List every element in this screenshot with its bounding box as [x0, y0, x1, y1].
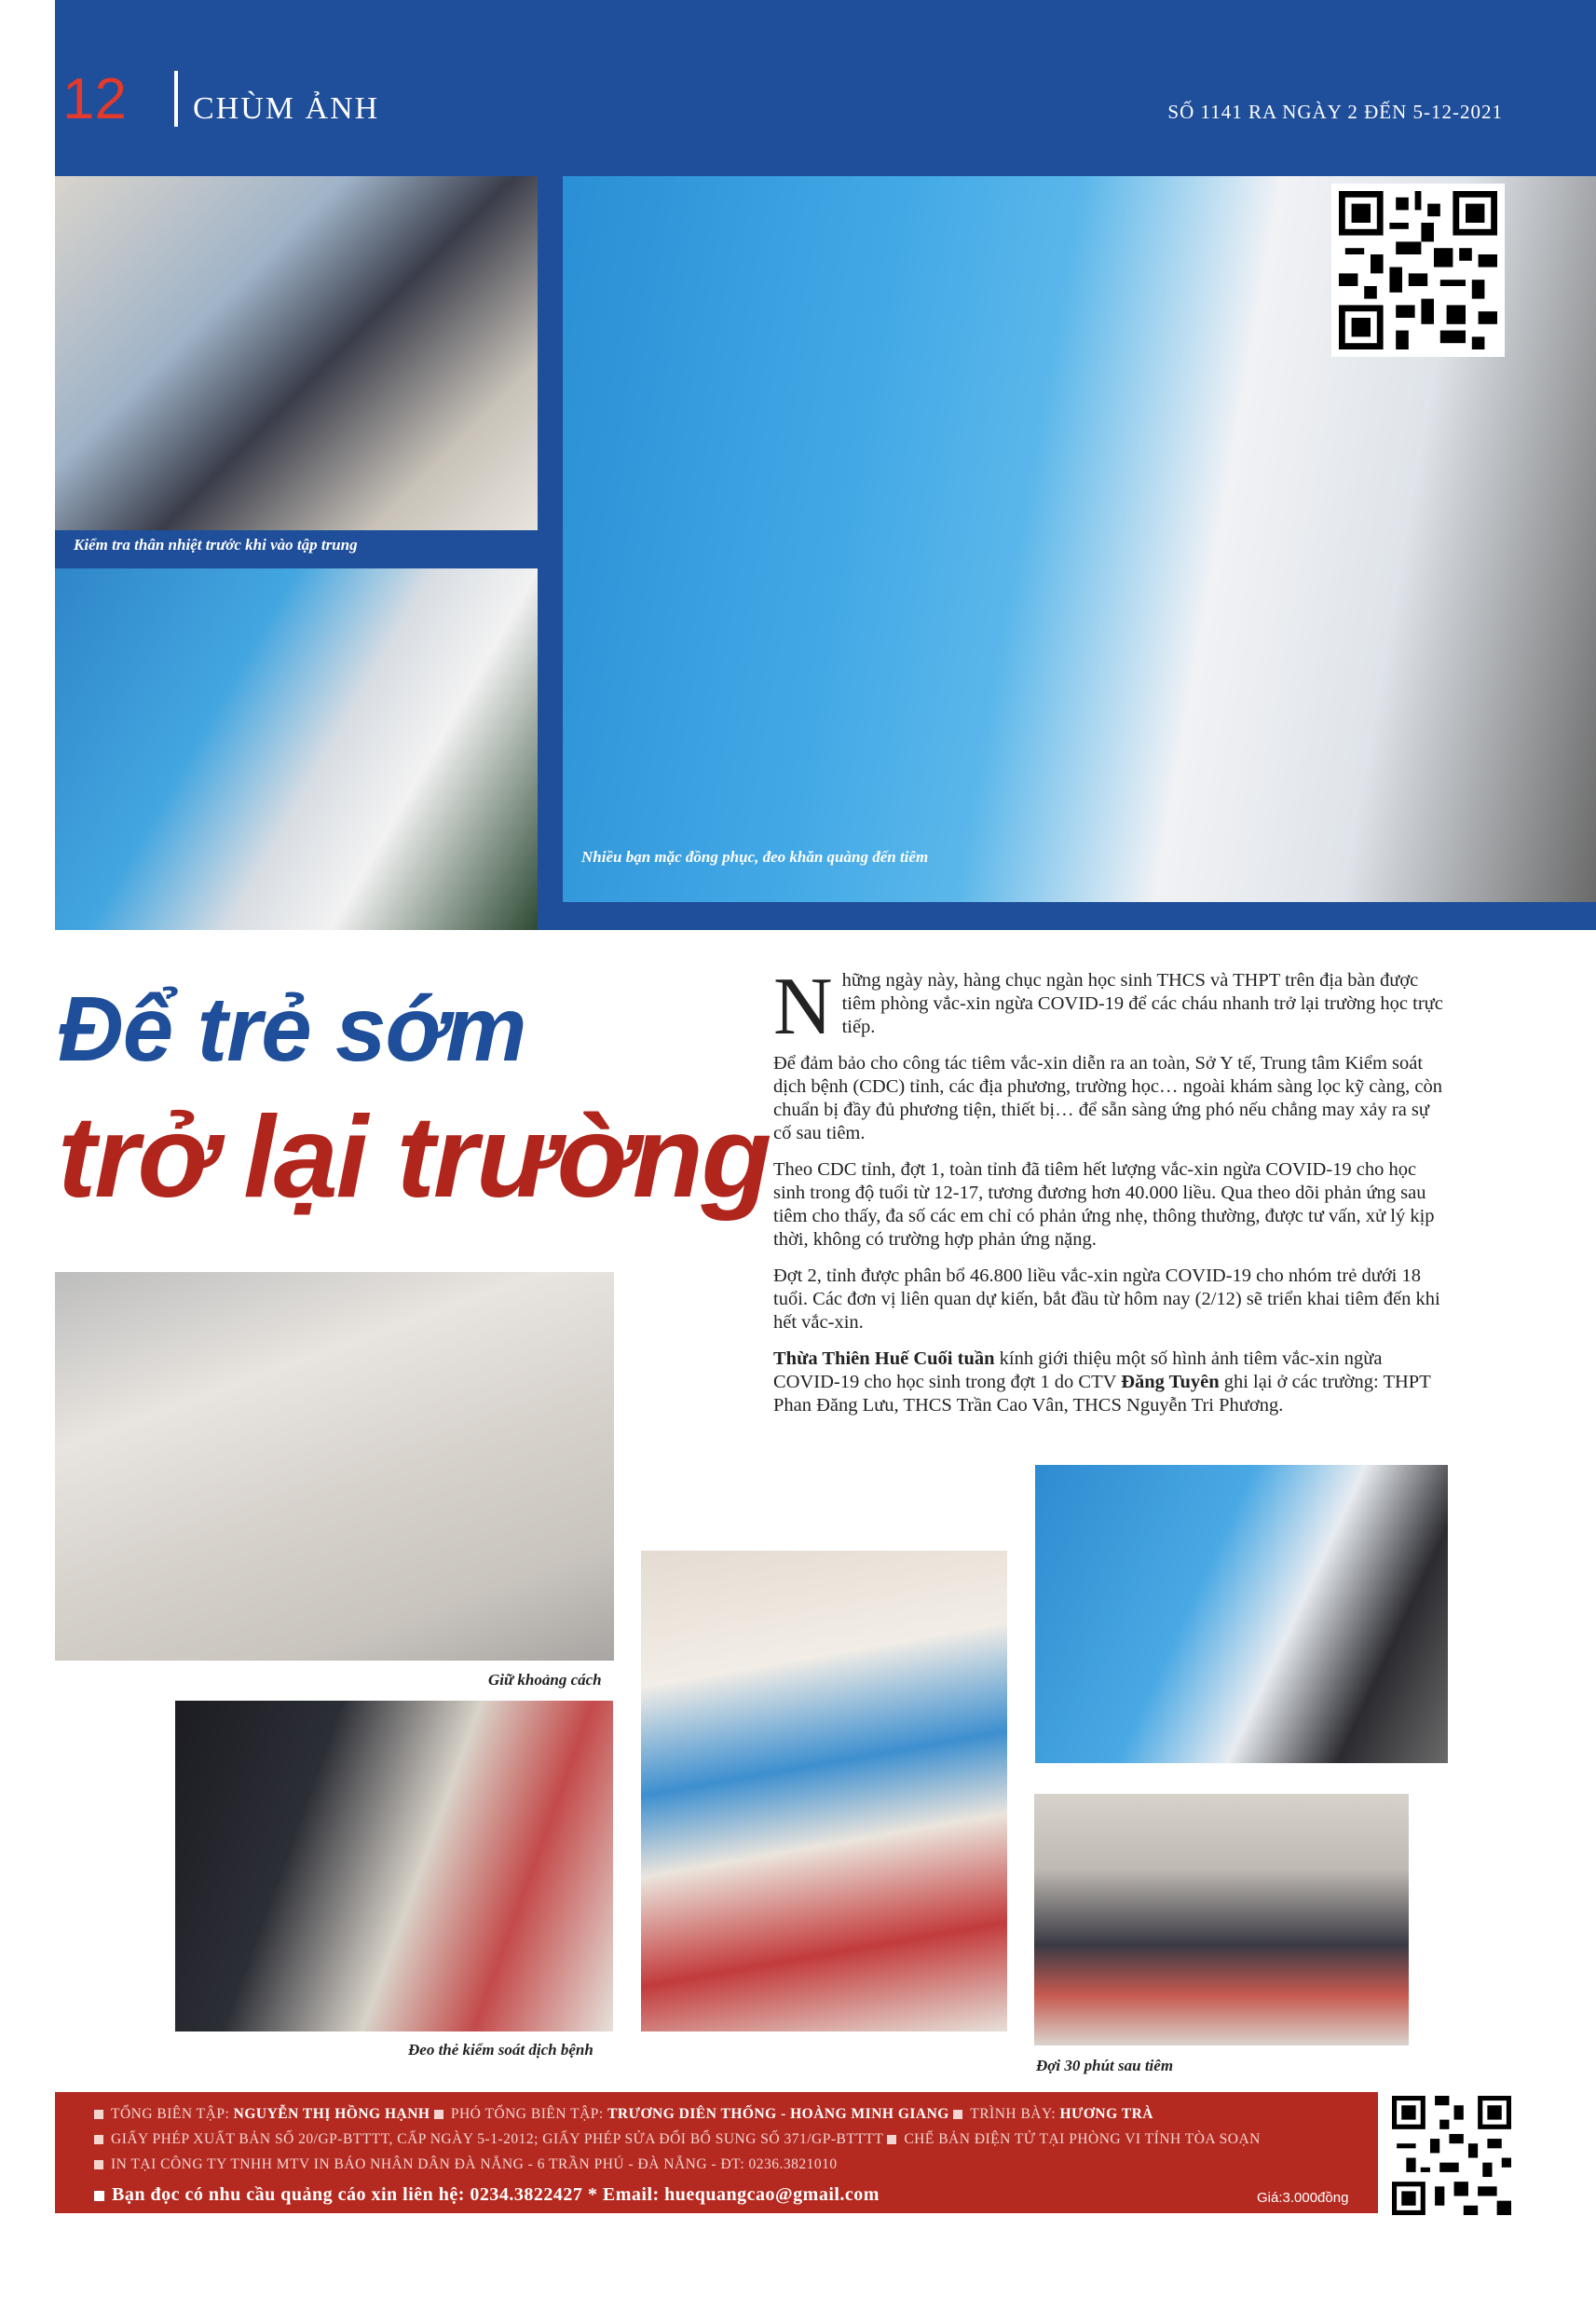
caption-temperature-check: Kiểm tra thân nhiệt trước khi vào tập trung — [74, 536, 358, 554]
photographer-name: Đăng Tuyên — [1121, 1372, 1220, 1392]
photo-waiting-room — [1034, 1794, 1409, 2045]
caption-distancing: Giữ khoảng cách — [488, 1671, 602, 1689]
footer-layout-name: HƯƠNG TRÀ — [1059, 2106, 1153, 2122]
photo-injection-boy — [55, 568, 538, 930]
footer-printing: IN TẠI CÔNG TY TNHH MTV IN BÁO NHÂN DÂN ĐÀ NẴNG - 6 TRẦN PHÚ - ĐÀ NẴNG - ĐT: 0236.3821010 — [111, 2156, 838, 2172]
caption-id-badge: Đeo thẻ kiểm soát dịch bệnh — [408, 2041, 593, 2059]
article-text-5b: ghi lại ở các trường: THPT Phan Đăng Lưu, THCS Trần Cao Vân, THCS Nguyễn Tri Phương. — [773, 1372, 1431, 1416]
caption-waiting: Đợi 30 phút sau tiêm — [1036, 2057, 1174, 2074]
article-paragraph-5 — [773, 1348, 1444, 1417]
header-divider — [174, 71, 178, 127]
footer-deputy-names: TRƯƠNG DIÊN THỐNG - HOÀNG MINH GIANG — [607, 2106, 949, 2122]
bullet-square-icon — [434, 2110, 443, 2119]
qr-code-top — [1331, 184, 1505, 357]
qr-code-footer — [1388, 2092, 1515, 2219]
bullet-square-icon — [94, 2160, 103, 2169]
footer-label-deputy: PHÓ TỔNG BIÊN TẬP: — [450, 2106, 604, 2122]
bullet-square-icon — [94, 2135, 103, 2144]
photo-distancing — [55, 1272, 614, 1661]
photo-injection-closeup — [1035, 1465, 1448, 1763]
article-text-5a: kính giới thiệu một số hình ảnh tiêm vắc-xin ngừa COVID-19 cho học sinh trong đợt 1 do CTV — [773, 1348, 1383, 1392]
footer-ad-line — [94, 2184, 880, 2206]
article-body — [773, 962, 1444, 1430]
photo-band — [55, 171, 1596, 930]
publication-name: Thừa Thiên Huế Cuối tuần — [773, 1348, 995, 1369]
footer-label-layout: TRÌNH BÀY: — [970, 2106, 1057, 2122]
footer-printing-line — [94, 2156, 838, 2173]
footer-typesetting: CHẾ BẢN ĐIỆN TỬ TẠI PHÒNG VI TÍNH TÒA SOẠN — [904, 2131, 1261, 2147]
headline-line-1: Để trẻ sớm — [58, 978, 526, 1080]
footer-ad-text: Bạn đọc có nhu cầu quảng cáo xin liên hệ: 0234.3822427 * Email: huequangcao@gmail.com — [112, 2184, 880, 2205]
article-text-1: hững ngày này, hàng chục ngàn học sinh THCS và THPT trên địa bàn được tiêm phòng vắc-xin ngừa COVID-19 để các cháu nhanh trở lại trường học trực tiếp. — [841, 970, 1443, 1037]
photo-id-badge — [175, 1701, 613, 2032]
price: Giá:3.000đồng — [1257, 2190, 1349, 2206]
bullet-square-icon — [94, 2110, 103, 2119]
issue-info: SỐ 1141 RA NGÀY 2 ĐẾN 5-12-2021 — [1167, 101, 1503, 123]
footer-band — [55, 2092, 1378, 2213]
footer-editor-name: NGUYỄN THỊ HỒNG HẠNH — [233, 2106, 430, 2122]
article-paragraph-4: Đợt 2, tỉnh được phân bổ 46.800 liều vắc-xin ngừa COVID-19 cho nhóm trẻ dưới 18 tuổi. Các đơn vị liên quan dự kiến, bắt đầu từ hôm nay (2/12) sẽ triển khai tiêm đến khi hết vắc-xin. — [773, 1265, 1440, 1333]
bullet-square-icon — [94, 2191, 104, 2201]
photo-aerial-vaccination — [641, 1551, 1007, 2032]
footer-license-line — [94, 2131, 1261, 2148]
article-paragraph-1 — [773, 962, 1444, 1052]
caption-uniform: Nhiều bạn mặc đồng phục, đeo khăn quàng đến tiêm — [581, 848, 929, 866]
page-header — [55, 0, 1596, 171]
bullet-square-icon — [887, 2135, 896, 2144]
photo-temperature-check — [55, 176, 538, 530]
headline-line-2: trở lại trường — [58, 1093, 771, 1222]
drop-cap: N — [773, 962, 833, 1052]
article-paragraph-3: Theo CDC tỉnh, đợt 1, toàn tỉnh đã tiêm hết lượng vắc-xin ngừa COVID-19 cho học sinh trong độ tuổi từ 12-17, tương đương hơn 40.000 liều. Qua theo dõi phản ứng sau tiêm cho thấy, đa số các em chỉ có phản ứng nhẹ, thông thường, được tư vấn, xử lý kịp thời, không có trường hợp phản ứng nặng. — [773, 1159, 1435, 1250]
footer-label-editor: TỔNG BIÊN TẬP: — [111, 2106, 230, 2122]
bullet-square-icon — [953, 2110, 962, 2119]
footer-license: GIẤY PHÉP XUẤT BẢN SỐ 20/GP-BTTTT, CẤP NGÀY 5-1-2012; GIẤY PHÉP SỬA ĐỔI BỔ SUNG SỐ 371/GP-BTTTT — [111, 2131, 883, 2147]
page-number: 12 — [62, 67, 127, 131]
footer-editorial-line — [94, 2106, 1153, 2123]
article-paragraph-2: Để đảm bảo cho công tác tiêm vắc-xin diễn ra an toàn, Sở Y tế, Trung tâm Kiểm soát dịch bệnh (CDC) tỉnh, các địa phương, trường học… ngoài khám sàng lọc kỹ càng, còn chuẩn bị đầy đủ phương tiện, thiết bị… để sẵn sàng ứng phó nếu chẳng may xảy ra sự cố sau tiêm. — [773, 1053, 1442, 1143]
section-name: CHÙM ẢNH — [193, 91, 380, 126]
